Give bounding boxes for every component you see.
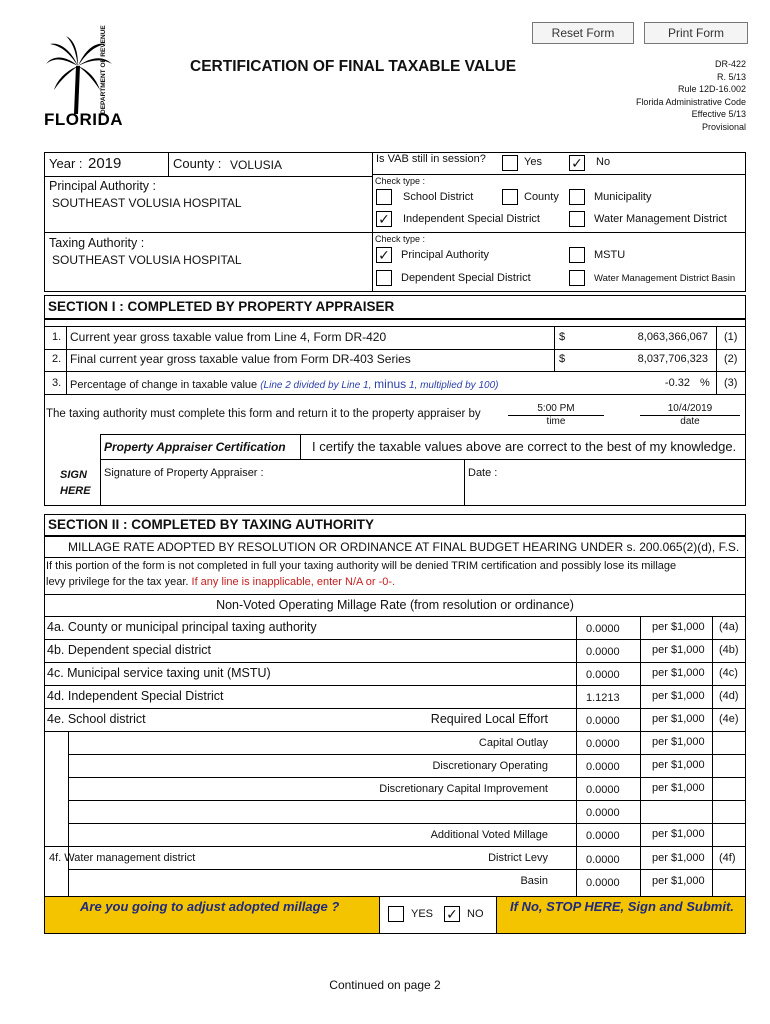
vab-no-checkbox[interactable]: ✓ — [569, 155, 585, 171]
department-of-revenue-text: DEPARTMENT OF REVENUE — [100, 25, 107, 114]
water-management-district-checkbox[interactable] — [569, 211, 585, 227]
line-1-number: 1. — [52, 331, 62, 343]
section-2-subtitle: MILLAGE RATE ADOPTED BY RESOLUTION OR ORDINANCE AT FINAL BUDGET HEARING UNDER s. 200.065(2)(d), F.S. — [68, 540, 740, 554]
check-type-label-2: Check type : — [375, 234, 426, 244]
school-district-label: School District — [403, 191, 474, 203]
per-thousand-label: per $1,000 — [652, 621, 705, 633]
millage-row-label: 4c. Municipal service taxing unit (MSTU) — [47, 666, 271, 680]
per-thousand-label: per $1,000 — [652, 782, 705, 794]
line-3-label: Percentage of change in taxable value (Line 2 divided by Line 1, minus 1, multiplied by 100) — [70, 377, 499, 391]
county-type-label: County — [524, 191, 559, 203]
nonvoted-header: Non-Voted Operating Millage Rate (from resolution or ordinance) — [216, 598, 574, 612]
millage-row-ref: (4b) — [719, 644, 739, 656]
line-3-number: 3. — [52, 377, 62, 389]
school-millage-ref: (4e) — [719, 713, 739, 725]
school-district-checkbox[interactable] — [376, 189, 392, 205]
line-1-value[interactable]: 8,063,366,067 — [637, 331, 708, 343]
line-1-ref: (1) — [724, 331, 738, 343]
principal-authority-checkbox[interactable]: ✓ — [376, 247, 392, 263]
section-1-title: SECTION I : COMPLETED BY PROPERTY APPRAISER — [48, 299, 395, 314]
print-form-button[interactable]: Print Form — [644, 22, 748, 44]
millage-row-label: 4d. Independent Special District — [47, 689, 224, 703]
per-thousand-label: per $1,000 — [652, 828, 705, 840]
school-millage-label: Additional Voted Millage — [430, 829, 548, 841]
municipality-label: Municipality — [594, 191, 652, 203]
section-2-title: SECTION II : COMPLETED BY TAXING AUTHORITY — [48, 517, 375, 532]
school-millage-value[interactable]: 0.0000 — [586, 784, 620, 796]
water-millage-label: District Levy — [488, 852, 548, 864]
school-millage-label: Capital Outlay — [478, 737, 548, 749]
line-3-ref: (3) — [724, 377, 738, 389]
water-management-basin-checkbox[interactable] — [569, 270, 585, 286]
water-millage-label: Basin — [520, 875, 548, 887]
form-rule: Rule 12D-16.002 — [677, 84, 746, 94]
school-millage-label: Discretionary Operating — [432, 760, 548, 772]
water-management-district-label: Water Management District — [594, 213, 727, 225]
dependent-special-district-checkbox[interactable] — [376, 270, 392, 286]
line-1-label: Current year gross taxable value from Line 4, Form DR-420 — [70, 330, 387, 344]
school-millage-label: Discretionary Capital Improvement — [379, 783, 548, 795]
form-code: Florida Administrative Code — [635, 96, 746, 107]
school-millage-value[interactable]: 0.0000 — [586, 738, 620, 750]
millage-row-label: 4a. County or municipal principal taxing authority — [47, 620, 317, 634]
municipality-checkbox[interactable] — [569, 189, 585, 205]
return-time-label: time — [546, 416, 566, 427]
school-millage-label: Required Local Effort — [430, 712, 548, 726]
year-field[interactable]: 2019 — [88, 155, 122, 172]
section-2-warning-1: If this portion of the form is not completed in full your taxing authority will be denied TRIM certification and possibly lose its millage — [46, 560, 677, 572]
millage-row-label: 4b. Dependent special district — [47, 643, 211, 657]
per-thousand-label: per $1,000 — [652, 875, 705, 887]
taxing-authority-label: Taxing Authority : — [49, 236, 145, 250]
adjust-no-checkbox[interactable]: ✓ — [444, 906, 460, 922]
year-label: Year : — [49, 156, 83, 171]
water-management-basin-label: Water Management District Basin — [594, 273, 736, 284]
per-thousand-label: per $1,000 — [652, 644, 705, 656]
vab-question: Is VAB still in session? — [376, 153, 486, 165]
line-2-currency: $ — [559, 353, 566, 365]
water-management-row-label: 4f. Water management district — [49, 852, 196, 864]
water-millage-value[interactable]: 0.0000 — [586, 877, 620, 889]
pa-signature-field[interactable]: Signature of Property Appraiser : — [104, 467, 264, 479]
dependent-special-district-label: Dependent Special District — [401, 272, 531, 284]
principal-authority-type-label: Principal Authority — [401, 249, 490, 261]
line-2-value[interactable]: 8,037,706,323 — [637, 353, 708, 365]
vab-yes-label: Yes — [524, 156, 542, 168]
principal-authority-label: Principal Authority : — [49, 179, 156, 193]
county-field[interactable]: VOLUSIA — [230, 158, 283, 172]
form-meta — [636, 58, 746, 133]
per-thousand-label: per $1,000 — [652, 713, 705, 725]
millage-row-value[interactable]: 1.1213 — [586, 692, 620, 704]
independent-special-district-label: Independent Special District — [403, 213, 540, 225]
pa-certification-text: I certify the taxable values above are correct to the best of my knowledge. — [312, 439, 737, 454]
school-district-row-label: 4e. School district — [47, 712, 146, 726]
per-thousand-label: per $1,000 — [652, 852, 705, 864]
line-3-value[interactable]: -0.32 — [664, 377, 690, 389]
return-date-label: date — [680, 416, 700, 427]
adjust-millage-question: Are you going to adjust adopted millage ? — [80, 899, 340, 914]
school-millage-value[interactable]: 0.0000 — [586, 807, 620, 819]
check-type-label-1: Check type : — [375, 176, 426, 186]
taxing-authority-field[interactable]: SOUTHEAST VOLUSIA HOSPITAL — [52, 253, 242, 267]
per-thousand-label: per $1,000 — [652, 690, 705, 702]
form-provisional: Provisional — [701, 121, 746, 132]
return-instruction: The taxing authority must complete this form and return it to the property appraiser by — [46, 408, 481, 420]
section-2-warning-2: levy privilege for the tax year. If any line is inapplicable, enter N/A or -0-. — [46, 576, 396, 588]
county-checkbox[interactable] — [502, 189, 518, 205]
sign-here-label-2: HERE — [60, 485, 91, 497]
millage-row-ref: (4a) — [719, 621, 739, 633]
continued-on-page-2: Continued on page 2 — [329, 978, 441, 992]
form-revision: R. 5/13 — [716, 71, 746, 82]
florida-logo-text: FLORIDA — [44, 110, 124, 129]
line-2-number: 2. — [52, 353, 62, 365]
millage-row-ref: (4d) — [719, 690, 739, 702]
adjust-yes-label: YES — [411, 908, 434, 920]
pa-certification-label: Property Appraiser Certification — [104, 440, 286, 454]
line-1-currency: $ — [559, 331, 566, 343]
reset-form-button[interactable]: Reset Form — [532, 22, 634, 44]
principal-authority-field[interactable]: SOUTHEAST VOLUSIA HOSPITAL — [52, 196, 242, 210]
water-millage-value[interactable]: 0.0000 — [586, 854, 620, 866]
adjust-yes-checkbox[interactable] — [388, 906, 404, 922]
stop-here-text: If No, STOP HERE, Sign and Submit. — [510, 899, 734, 914]
vab-yes-checkbox[interactable] — [502, 155, 518, 171]
adjust-no-label: NO — [467, 908, 484, 920]
line-2-label: Final current year gross taxable value from Form DR-403 Series — [70, 352, 411, 366]
millage-row-ref: (4c) — [719, 667, 738, 679]
form-number: DR-422 — [714, 59, 746, 69]
independent-special-district-checkbox[interactable]: ✓ — [376, 211, 392, 227]
county-label: County : — [173, 156, 222, 171]
mstu-label: MSTU — [594, 249, 626, 261]
line-3-percent: % — [700, 377, 710, 389]
school-millage-value[interactable]: 0.0000 — [586, 830, 620, 842]
school-millage-value[interactable]: 0.0000 — [586, 761, 620, 773]
millage-row-value[interactable]: 0.0000 — [586, 669, 620, 681]
per-thousand-label: per $1,000 — [652, 667, 705, 679]
line-2-ref: (2) — [724, 353, 738, 365]
form-effective: Effective 5/13 — [691, 109, 746, 119]
return-date-value[interactable]: 10/4/2019 — [667, 403, 713, 414]
water-millage-ref: (4f) — [719, 852, 736, 864]
millage-row-value[interactable]: 0.0000 — [586, 646, 620, 658]
pa-date-field[interactable]: Date : — [468, 467, 498, 479]
millage-row-value[interactable]: 0.0000 — [586, 623, 620, 635]
vab-no-label: No — [596, 156, 611, 168]
per-thousand-label: per $1,000 — [652, 759, 705, 771]
return-time-value[interactable]: 5:00 PM — [537, 403, 575, 414]
mstu-checkbox[interactable] — [569, 247, 585, 263]
per-thousand-label: per $1,000 — [652, 736, 705, 748]
sign-here-label-1: SIGN — [60, 469, 87, 481]
school-millage-value[interactable]: 0.0000 — [586, 715, 620, 727]
page-title: CERTIFICATION OF FINAL TAXABLE VALUE — [190, 58, 517, 75]
